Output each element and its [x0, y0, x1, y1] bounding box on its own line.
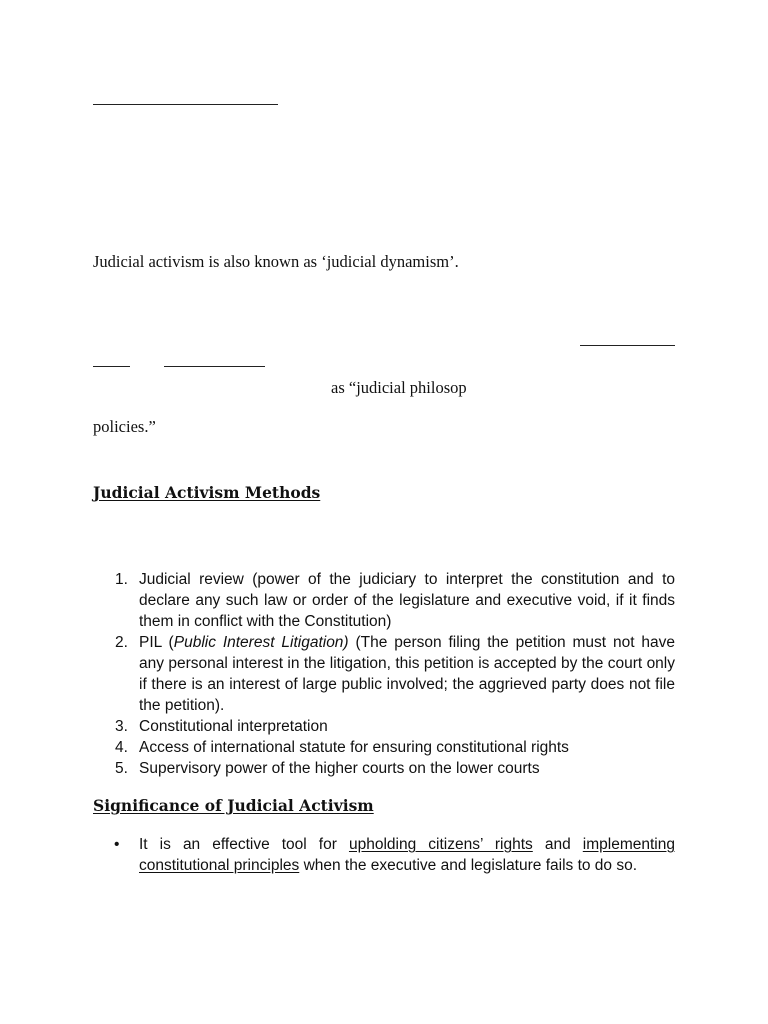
significance-heading: Significance of Judicial Activism	[93, 796, 374, 815]
bullet-icon: •	[114, 836, 120, 853]
list-item-text: Judicial review (power of the judiciary to interpret the constitution and to declare any such law or order of the legislature and executive void, if it finds them in conflict with the Constitution)	[139, 571, 675, 630]
short-rule-mid	[164, 366, 265, 367]
list-number: 1.	[115, 571, 128, 588]
list-item-text-suffix: (The person filing the petition must not have any personal interest in the litigation, this petition is accepted by the court only if there is an interest of large public involved; the aggrieved party does not file the petition).	[139, 634, 675, 714]
list-number: 3.	[115, 718, 128, 735]
top-rule	[93, 104, 278, 105]
list-item-italic: Public Interest Litigation)	[173, 634, 349, 651]
list-item-text: Constitutional interpretation	[139, 718, 328, 735]
short-rule-left	[93, 366, 130, 367]
list-item	[93, 737, 675, 758]
intro-paragraph: Judicial activism is also known as ‘judicial dynamism’.	[93, 252, 459, 271]
bullet-text-part3: when the executive and legislature fails to do so.	[299, 857, 638, 874]
list-number: 2.	[115, 634, 128, 651]
list-item-text: Access of international statute for ensuring constitutional rights	[139, 739, 569, 756]
right-rule	[580, 345, 675, 346]
constitutional-principles-text: implementing constitutional principles	[139, 836, 675, 874]
list-item-text: Supervisory power of the higher courts on the lower courts	[139, 760, 540, 777]
methods-list	[93, 569, 675, 779]
quote-fragment: as “judicial philosop	[331, 378, 467, 397]
bullet-text-part2: and	[532, 836, 583, 853]
list-item	[93, 716, 675, 737]
list-number: 5.	[115, 760, 128, 777]
list-item	[93, 569, 675, 632]
bullet-text-part1: It is an effective tool for	[139, 836, 349, 853]
upholding-rights-text: upholding citizens’ rights	[348, 836, 533, 853]
list-item	[93, 758, 675, 779]
list-item	[93, 834, 675, 876]
list-item-text-prefix: PIL (	[139, 634, 174, 651]
significance-list	[93, 834, 675, 876]
list-item	[93, 632, 675, 716]
policies-fragment: policies.”	[93, 417, 156, 436]
methods-heading: Judicial Activism Methods	[93, 483, 321, 502]
list-number: 4.	[115, 739, 128, 756]
